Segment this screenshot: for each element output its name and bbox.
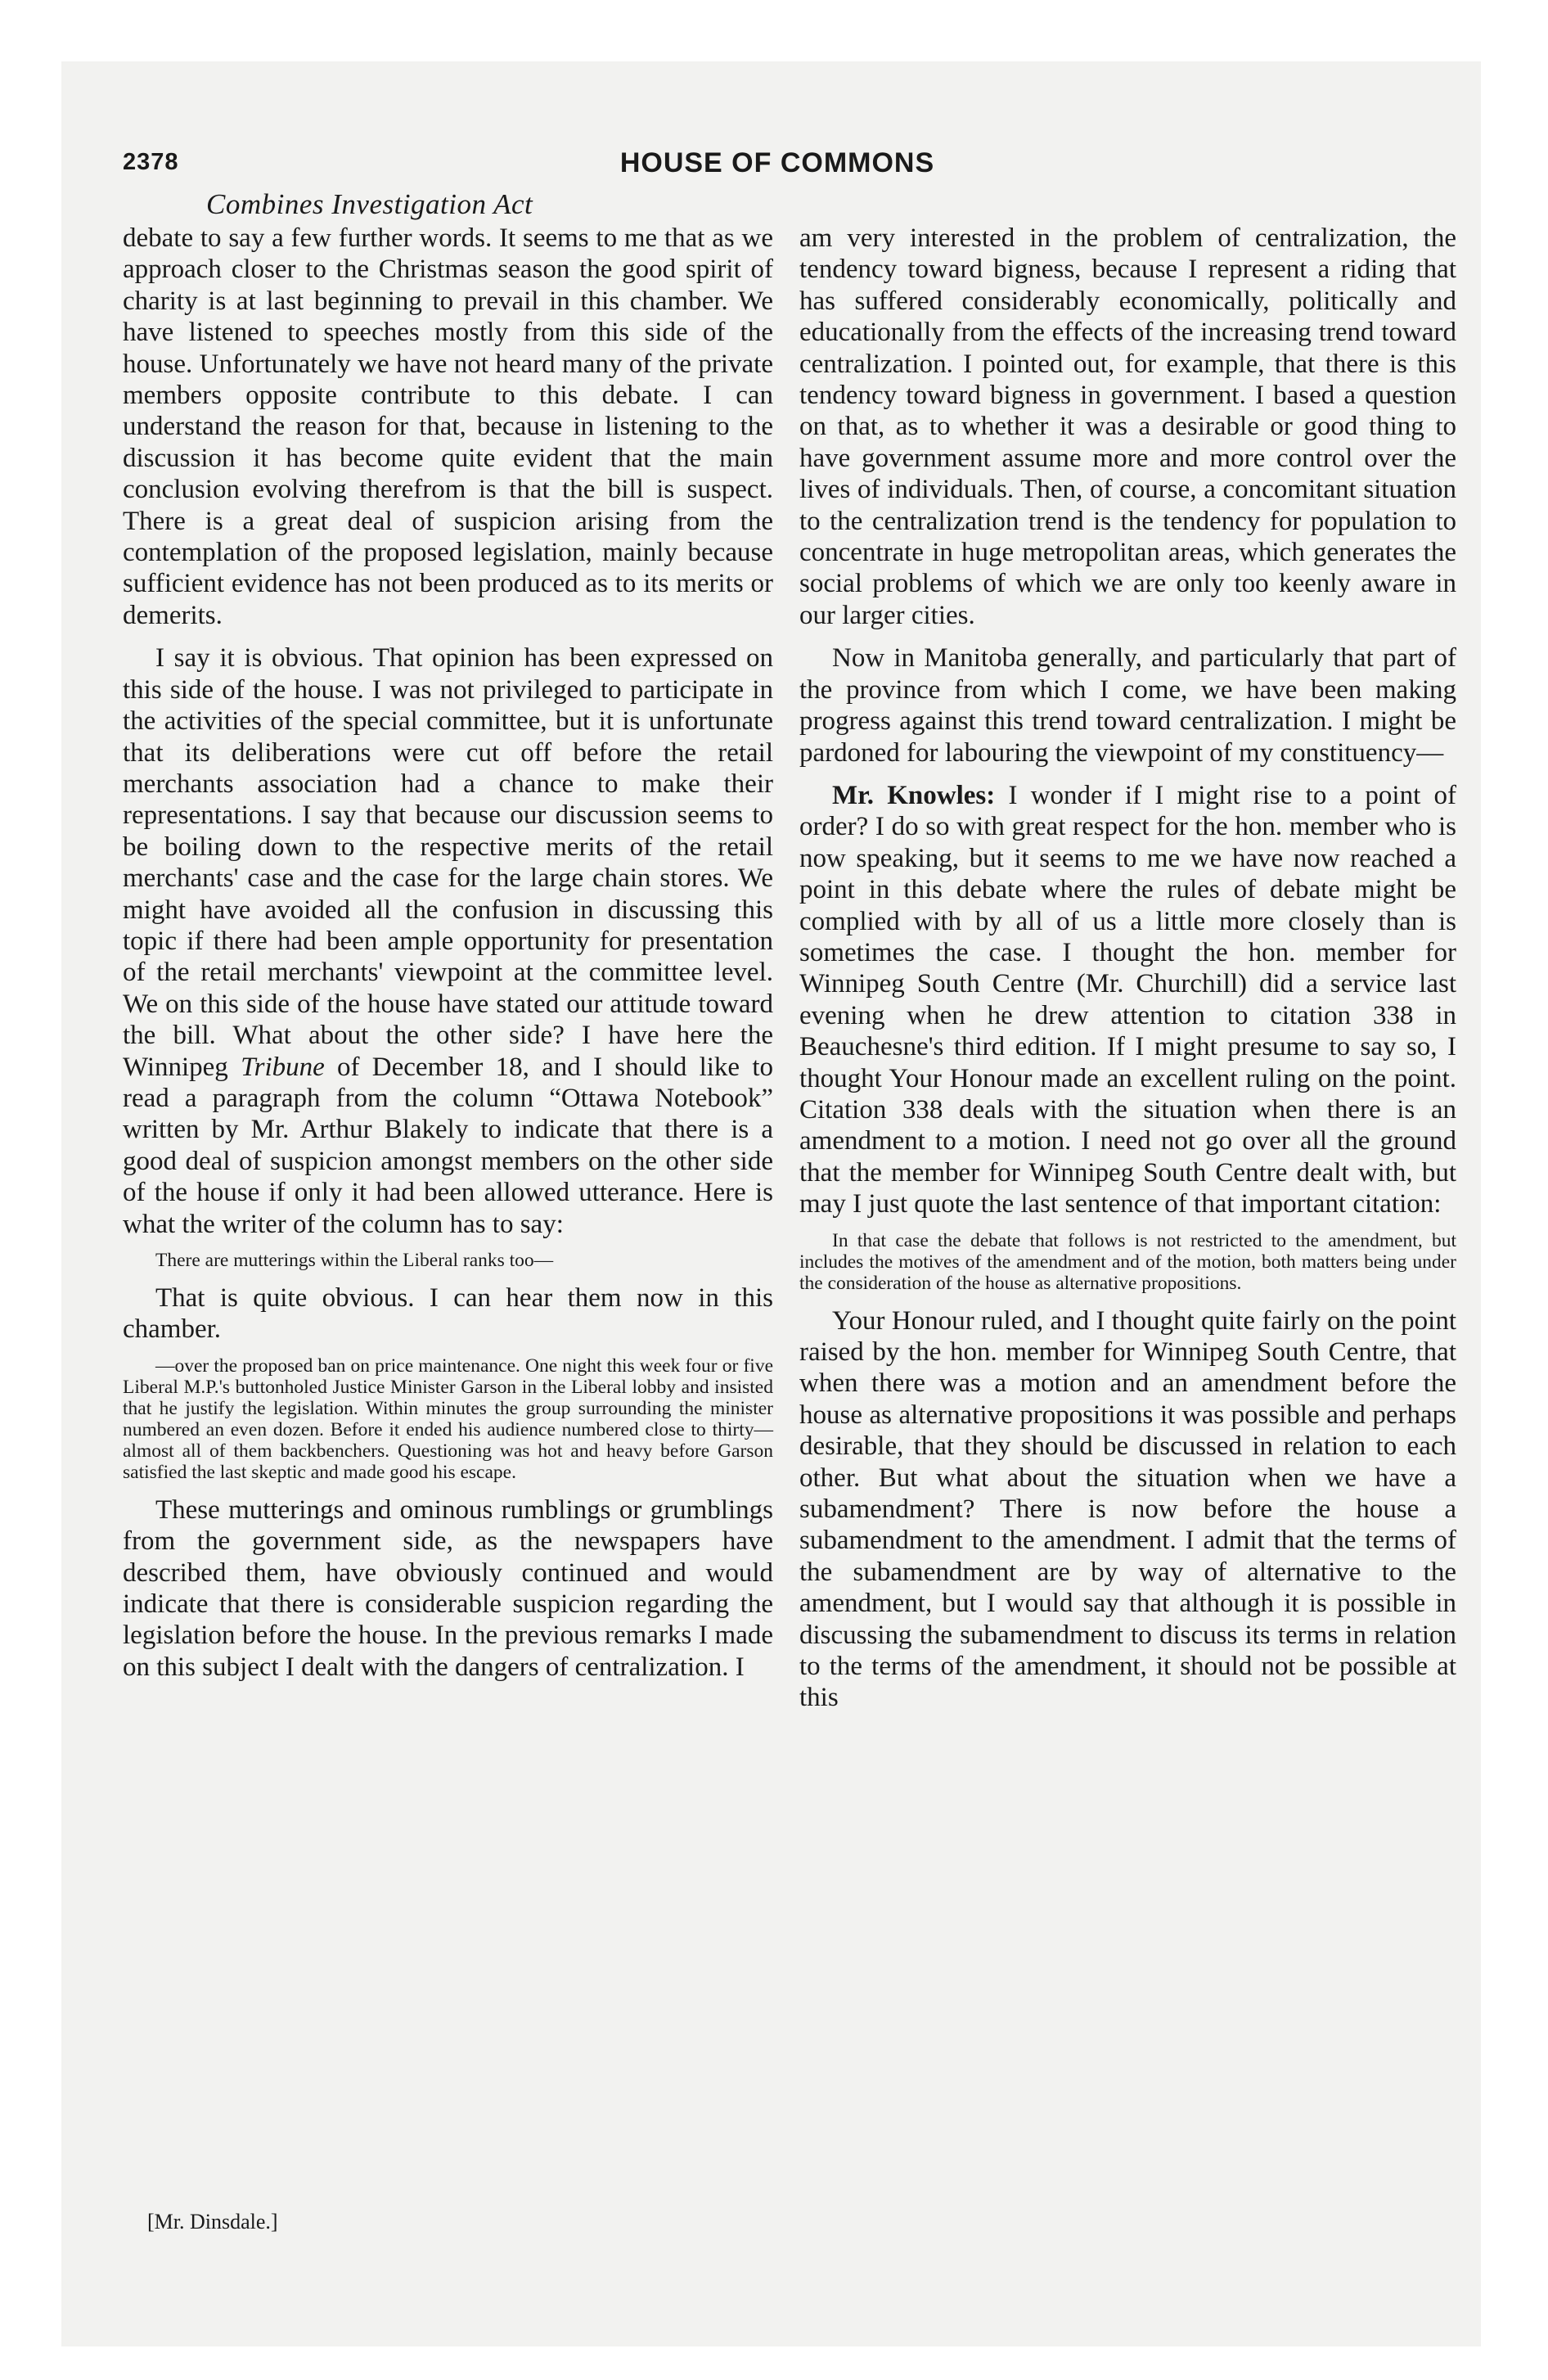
newspaper-name: Tribune xyxy=(241,1052,325,1082)
left-column xyxy=(123,223,773,1683)
speaker-name: Mr. Knowles: xyxy=(832,780,996,810)
paragraph: Your Honour ruled, and I thought quite fairly on the point raised by the hon. member for Winnipeg South Centre, that when there was a motion and an amendment before the house as alternative propositions it was possible and perhaps desirable, that they should be discussed in relation to each other. But what about the situation when we have a subamendment? There is now before the house a subamendment to the amendment. I admit that the terms of the subamendment are by way of alternative to the amendment, but I would say that although it is possible in discussing the subamendment to discuss its terms in relation to the terms of the amendment, it should not be possible at this xyxy=(799,1305,1456,1713)
paragraph xyxy=(123,642,773,1240)
page-title: HOUSE OF COMMONS xyxy=(619,147,935,178)
quotation: —over the proposed ban on price maintenance. One night this week four or five Liberal M.P.'s buttonholed Justice Minister Garson in the Liberal lobby and insisted that he justify the legislation. Within minutes the group surrounding the minister numbered an even dozen. Before it ended his audience numbered close to thirty—almost all of them backbenchers. Questioning was hot and heavy before Garson satisfied the last skeptic and made good his escape. xyxy=(123,1355,773,1483)
text-run: I say it is obvious. That opinion has been expressed on this side of the house. I was not privileged to participate in the activities of the special committee, but it is unfortunate that its deliberations were cut off before the retail merchants association had a chance to make their representations. I say that because our discussion seems to be boiling down to the respective merits of the retail merchants' case and the case for the large chain stores. We might have avoided all the confusion in discussing this topic if there had been ample opportunity for presentation of the retail merchants' viewpoint at the committee level. We on this side of the house have stated our attitude toward the bill. What about the other side? I have here the Winnipeg xyxy=(123,643,773,1082)
running-head: Combines Investigation Act xyxy=(206,188,533,220)
right-column xyxy=(799,223,1456,1714)
paragraph: These mutterings and ominous rumblings or grumblings from the government side, as the newspapers have described them, have obviously continued and would indicate that there is considerable suspicion regarding the legislation before the house. In the previous remarks I made on this subject I dealt with the dangers of centralization. I xyxy=(123,1494,773,1682)
speaker-attribution: [Mr. Dinsdale.] xyxy=(147,2210,278,2234)
paragraph: am very interested in the problem of centralization, the tendency toward bigness, because I represent a riding that has suffered considerably economically, politically and educationally from the effects of the increasing trend toward centralization. I pointed out, for example, that there is this tendency toward bigness in government. I based a question on that, as to whether it was a desirable or good thing to have government assume more and more control over the lives of individuals. Then, of course, a concomitant situation to the centralization trend is the tendency for population to concentrate in huge metropolitan areas, which generates the social problems of which we are only too keenly aware in our larger cities. xyxy=(799,223,1456,630)
text-run: of December 18, and I should like to read a paragraph from the column “Ottawa Notebook” written by Mr. Arthur Blakely to indicate that there is a good deal of suspicion amongst members on the other side of the house if only it had been allowed utterance. Here is what the writer of the column has to say: xyxy=(123,1052,773,1239)
page-number: 2378 xyxy=(123,149,179,175)
quotation: In that case the debate that follows is not restricted to the amendment, but includes the motives of the amendment and of the motion, both matters being under the consideration of the house as alternative propositions. xyxy=(799,1229,1456,1294)
paragraph: debate to say a few further words. It seems to me that as we approach closer to the Christmas season the good spirit of charity is at last beginning to prevail in this chamber. We have listened to speeches mostly from this side of the house. Unfortunately we have not heard many of the private members opposite contribute to this debate. I can understand the reason for that, because in listening to the discussion it has become quite evident that the main conclusion evolving therefrom is that the bill is suspect. There is a great deal of suspicion arising from the contemplation of the proposed legislation, mainly because sufficient evidence has not been produced as to its merits or demerits. xyxy=(123,223,773,630)
text-run: I wonder if I might rise to a point of order? I do so with great respect for the hon. member who is now speaking, but it seems to me we have now reached a point in this debate where the rules of debate might be complied with by all of us a little more closely than is sometimes the case. I thought the hon. member for Winnipeg South Centre (Mr. Churchill) did a service last evening when he drew attention to citation 338 in Beauchesne's third edition. If I might presume to say so, I thought Your Honour made an excellent ruling on the point. Citation 338 deals with the situation when there is an amendment to a motion. I need not go over all the ground that the member for Winnipeg South Centre dealt with, but may I just quote the last sentence of that important citation: xyxy=(799,780,1456,1219)
paragraph: That is quite obvious. I can hear them now in this chamber. xyxy=(123,1283,773,1345)
quotation: There are mutterings within the Liberal ranks too— xyxy=(155,1250,554,1271)
paragraph: Now in Manitoba generally, and particularly that part of the province from which I come, we have been making progress against this trend toward centralization. I might be pardoned for labouring the viewpoint of my constituency— xyxy=(799,643,1456,768)
paragraph xyxy=(799,780,1456,1220)
